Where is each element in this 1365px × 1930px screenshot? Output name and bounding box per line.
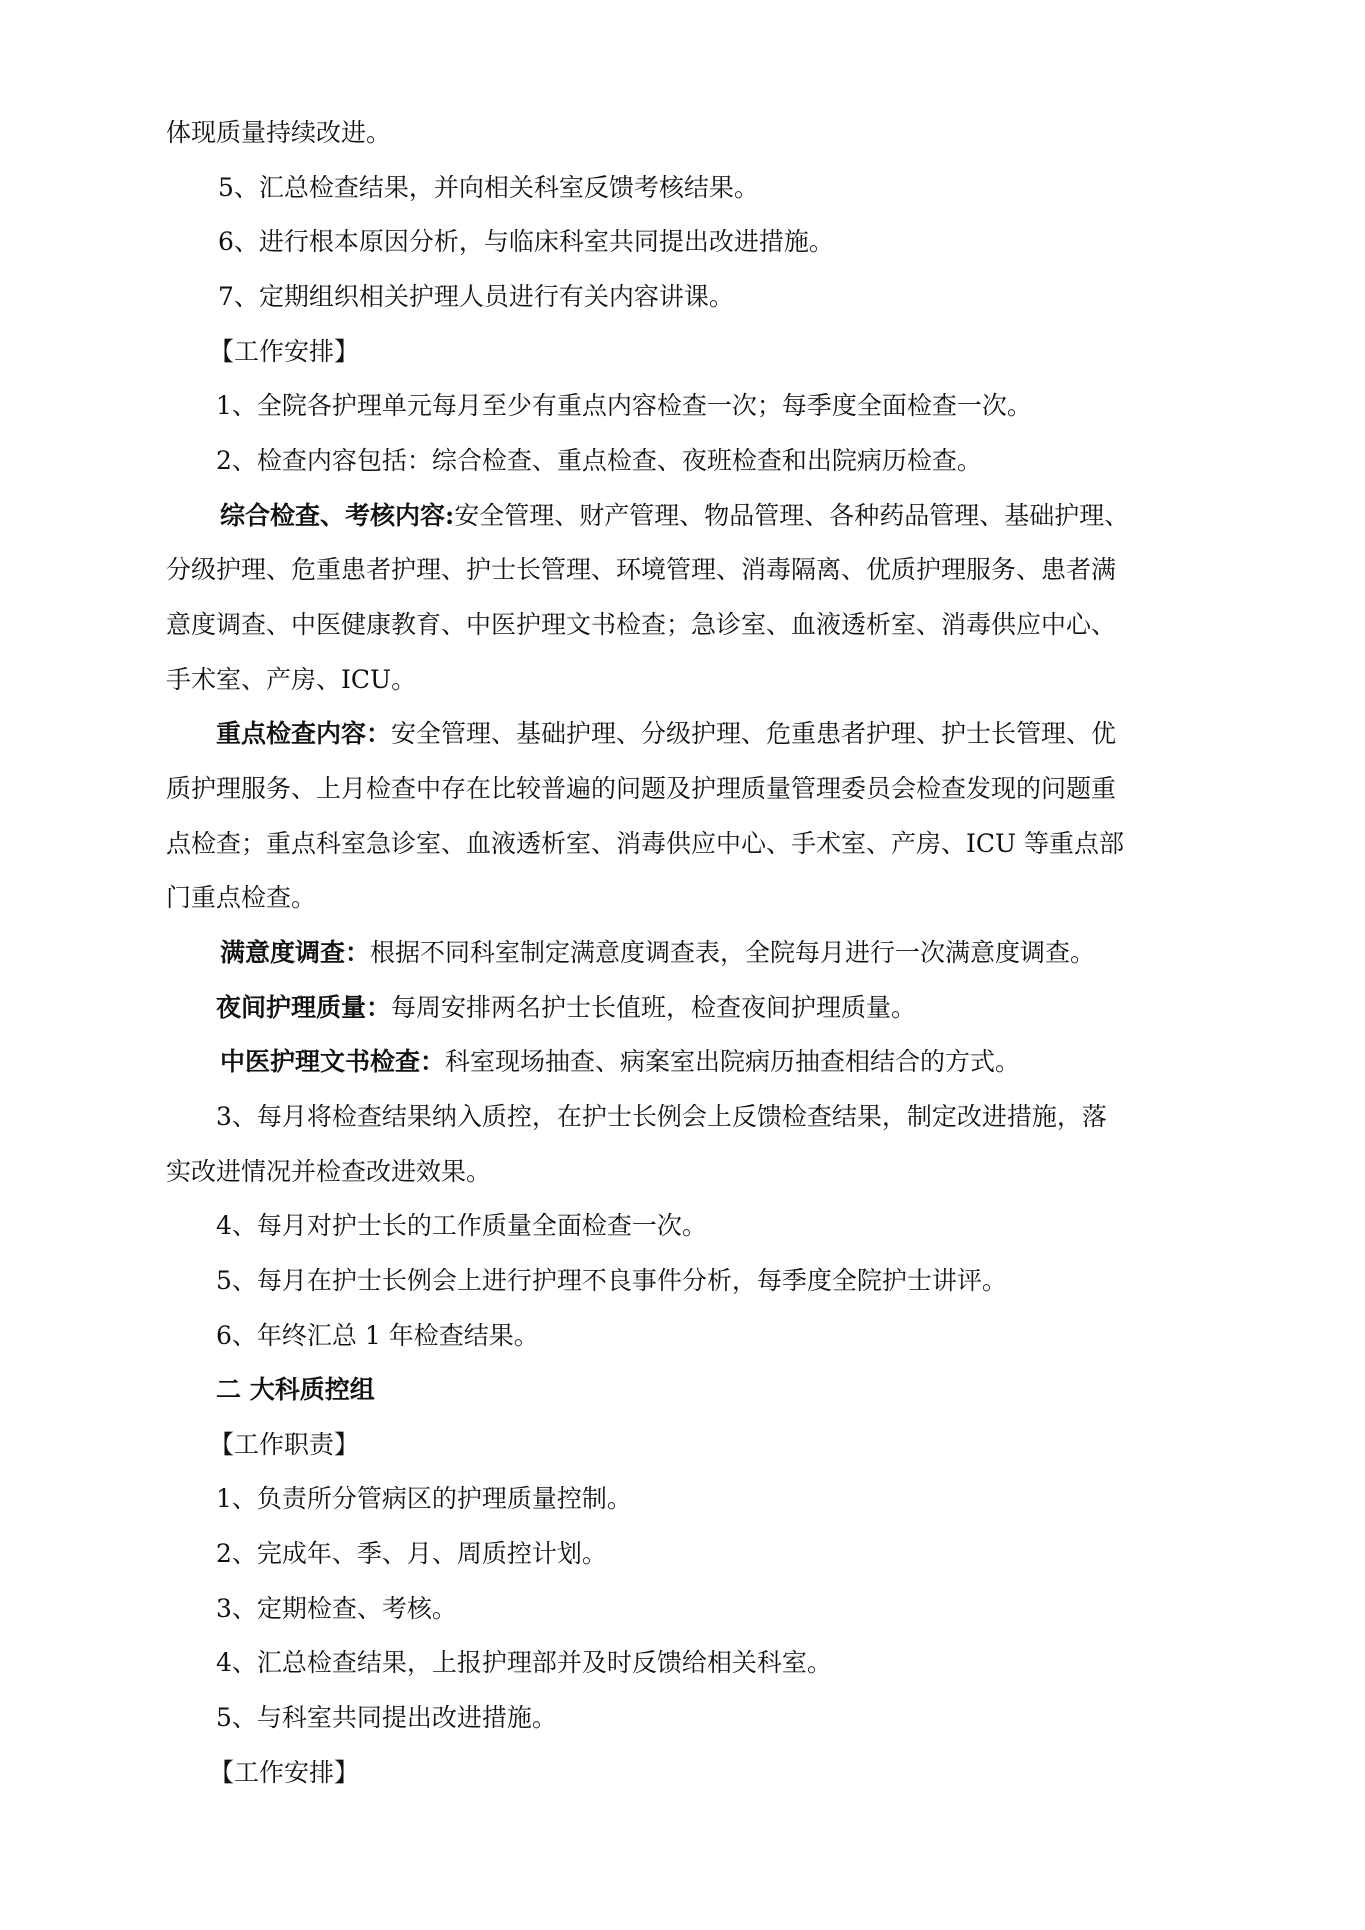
list-item: 2、完成年、季、月、周质控计划。 (216, 1539, 607, 1568)
list-item: 5、与科室共同提出改进措施。 (216, 1703, 557, 1732)
bold-label: 夜间护理质量： (216, 993, 392, 1022)
section-heading: 【工作安排】 (209, 1758, 360, 1787)
bold-label: 中医护理文书检查： (220, 1047, 446, 1076)
list-item: 4、每月对护士长的工作质量全面检查一次。 (216, 1211, 707, 1240)
bold-label: 重点检查内容： (216, 719, 392, 748)
list-item: 6、进行根本原因分析，与临床科室共同提出改进措施。 (218, 227, 834, 256)
list-item: 5、每月在护士长例会上进行护理不良事件分析，每季度全院护士讲评。 (216, 1266, 1007, 1295)
bold-label: 满意度调查： (220, 938, 371, 967)
paragraph-line: 中医护理文书检查：科室现场抽查、病案室出院病历抽查相结合的方式。 (220, 1047, 1021, 1076)
paragraph-line: 意度调查、中医健康教育、中医护理文书检查；急诊室、血液透析室、消毒供应中心、 (166, 610, 1117, 639)
paragraph-line: 点检查；重点科室急诊室、血液透析室、消毒供应中心、手术室、产房、ICU 等重点部 (166, 829, 1125, 858)
list-item: 6、年终汇总 1 年检查结果。 (216, 1321, 539, 1350)
paragraph-line: 手术室、产房、ICU。 (166, 665, 417, 694)
paragraph-line: 综合检查、考核内容:安全管理、财产管理、物品管理、各种药品管理、基础护理、 (220, 501, 1130, 530)
list-item: 3、定期检查、考核。 (216, 1594, 457, 1623)
paragraph-line: 夜间护理质量：每周安排两名护士长值班，检查夜间护理质量。 (216, 993, 917, 1022)
section-heading: 【工作职责】 (209, 1430, 360, 1459)
paragraph-line: 满意度调查：根据不同科室制定满意度调查表，全院每月进行一次满意度调查。 (220, 938, 1096, 967)
section-title: 二 大科质控组 (216, 1375, 375, 1404)
list-item: 3、每月将检查结果纳入质控，在护士长例会上反馈检查结果，制定改进措施，落 (216, 1102, 1107, 1131)
section-heading: 【工作安排】 (209, 337, 360, 366)
bold-label: 综合检查、考核内容: (220, 501, 455, 530)
list-item: 2、检查内容包括：综合检查、重点检查、夜班检查和出院病历检查。 (216, 446, 982, 475)
paragraph-line: 门重点检查。 (166, 883, 317, 912)
paragraph-line: 实改进情况并检查改进效果。 (166, 1157, 492, 1186)
paragraph-line: 体现质量持续改进。 (166, 118, 392, 147)
list-item: 4、汇总检查结果，上报护理部并及时反馈给相关科室。 (216, 1648, 832, 1677)
list-item: 1、全院各护理单元每月至少有重点内容检查一次；每季度全面检查一次。 (216, 391, 1032, 420)
paragraph-line: 质护理服务、上月检查中存在比较普遍的问题及护理质量管理委员会检查发现的问题重 (166, 774, 1117, 803)
list-item: 1、负责所分管病区的护理质量控制。 (216, 1484, 632, 1513)
paragraph-line: 重点检查内容：安全管理、基础护理、分级护理、危重患者护理、护士长管理、优 (216, 719, 1117, 748)
list-item: 7、定期组织相关护理人员进行有关内容讲课。 (218, 282, 734, 311)
list-item: 5、汇总检查结果，并向相关科室反馈考核结果。 (218, 173, 759, 202)
paragraph-line: 分级护理、危重患者护理、护士长管理、环境管理、消毒隔离、优质护理服务、患者满 (166, 555, 1117, 584)
